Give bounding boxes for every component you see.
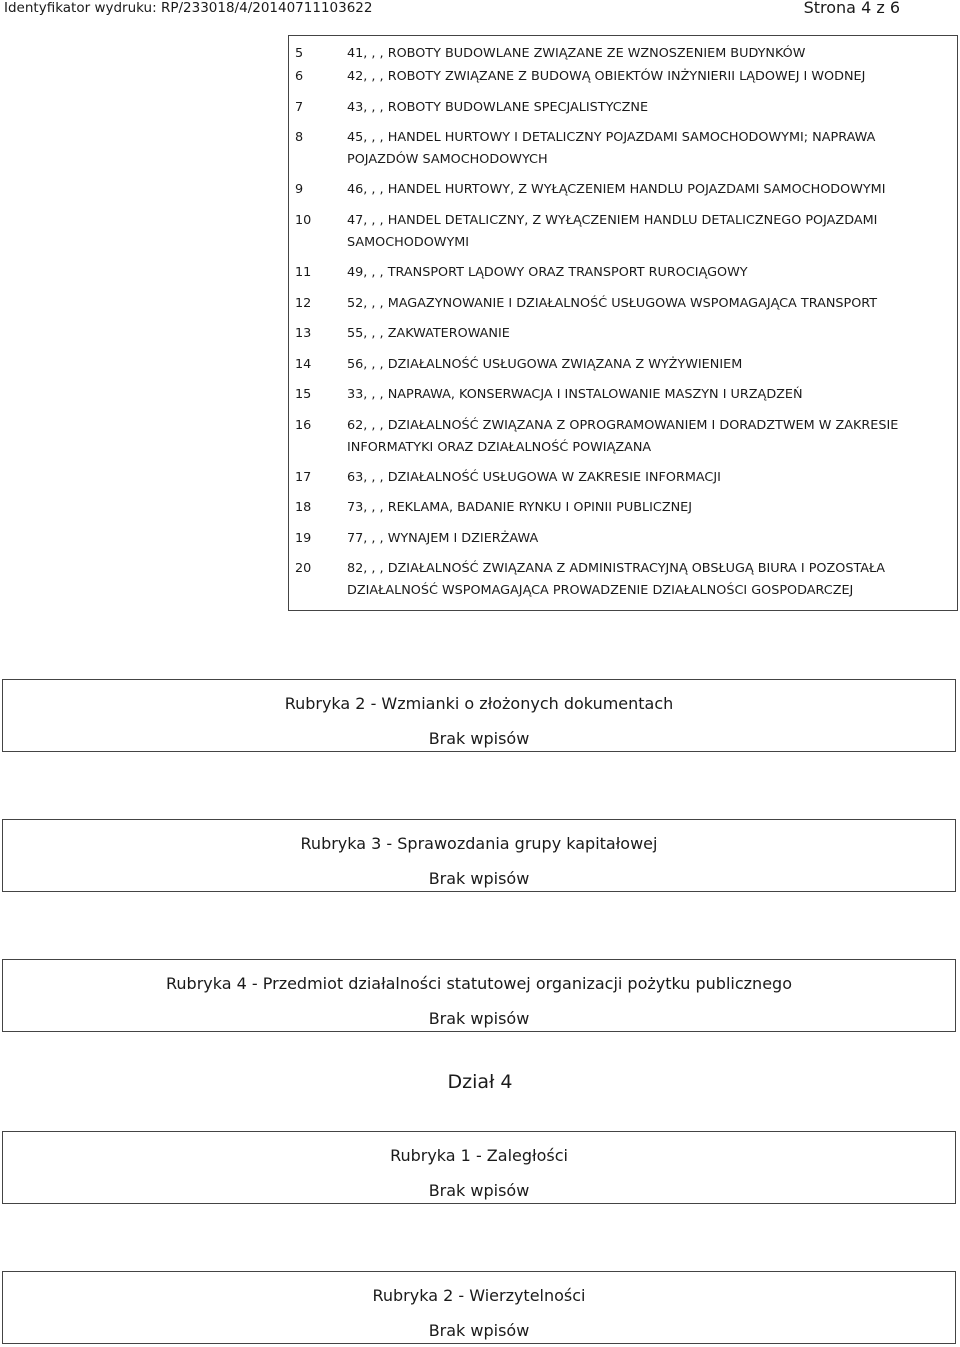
row-number: 20 — [295, 560, 312, 576]
table-row — [289, 558, 958, 611]
row-description: 49, , , TRANSPORT LĄDOWY ORAZ TRANSPORT RUROCIĄGOWY — [347, 264, 748, 280]
no-entries-text: Brak wpisów — [428, 1181, 530, 1200]
row-description: 77, , , WYNAJEM I DZIERŻAWA — [347, 530, 539, 546]
row-description: 63, , , DZIAŁALNOŚĆ USŁUGOWA W ZAKRESIE INFORMACJI — [347, 469, 721, 485]
table-row — [289, 384, 958, 415]
row-number: 16 — [295, 417, 312, 433]
row-description: 55, , , ZAKWATEROWANIE — [347, 325, 510, 341]
row-description: 82, , , DZIAŁALNOŚĆ ZWIĄZANA Z ADMINISTRACYJNĄ OBSŁUGĄ BIURA I POZOSTAŁA DZIAŁALNOŚĆ WSPOMAGAJĄCA PROWADZENIE DZIAŁALNOŚCI GOSPODARCZEJ — [347, 560, 885, 598]
section-rubryka-2-receivables — [2, 1271, 956, 1344]
row-number: 12 — [295, 295, 312, 311]
no-entries-text: Brak wpisów — [428, 869, 530, 888]
row-description: 46, , , HANDEL HURTOWY, Z WYŁĄCZENIEM HANDLU POJAZDAMI SAMOCHODOWYMI — [347, 181, 886, 197]
row-number: 6 — [295, 68, 304, 84]
row-description: 41, , , ROBOTY BUDOWLANE ZWIĄZANE ZE WZNOSZENIEM BUDYNKÓW — [347, 46, 806, 61]
row-description: 33, , , NAPRAWA, KONSERWACJA I INSTALOWANIE MASZYN I URZĄDZEŃ — [347, 386, 803, 402]
table-row — [289, 36, 958, 66]
section-title: Rubryka 2 - Wzmianki o złożonych dokumentach — [284, 694, 674, 713]
row-number: 17 — [295, 469, 312, 485]
table-row — [289, 97, 958, 127]
row-description: 42, , , ROBOTY ZWIĄZANE Z BUDOWĄ OBIEKTÓW INŻYNIERII LĄDOWEJ I WODNEJ — [347, 68, 866, 84]
print-identifier: Identyfikator wydruku: RP/233018/4/20140711103622 — [4, 0, 373, 16]
row-number: 10 — [295, 212, 312, 228]
no-entries-text: Brak wpisów — [428, 729, 530, 748]
row-number: 5 — [295, 46, 304, 61]
no-entries-text: Brak wpisów — [428, 1321, 530, 1340]
row-number: 19 — [295, 530, 312, 546]
section-rubryka-4-statutory-activity — [2, 959, 956, 1032]
activity-table — [288, 35, 958, 611]
table-row — [289, 293, 958, 323]
table-row — [289, 179, 958, 210]
row-number: 8 — [295, 129, 304, 145]
table-row — [289, 467, 958, 497]
row-number: 11 — [295, 264, 312, 280]
page-number: Strona 4 z 6 — [803, 0, 900, 17]
row-number: 18 — [295, 499, 312, 515]
row-description: 52, , , MAGAZYNOWANIE I DZIAŁALNOŚĆ USŁUGOWA WSPOMAGAJĄCA TRANSPORT — [347, 295, 878, 311]
row-number: 7 — [295, 99, 304, 115]
row-number: 9 — [295, 181, 304, 197]
row-number: 14 — [295, 356, 312, 372]
section-title: Rubryka 3 - Sprawozdania grupy kapitałowej — [300, 834, 658, 853]
row-description: 47, , , HANDEL DETALICZNY, Z WYŁĄCZENIEM HANDLU DETALICZNEGO POJAZDAMI SAMOCHODOWYMI — [347, 212, 878, 250]
table-row — [289, 528, 958, 558]
section-rubryka-3-reports — [2, 819, 956, 892]
section-title: Rubryka 1 - Zaległości — [390, 1146, 568, 1165]
no-entries-text: Brak wpisów — [428, 1009, 530, 1028]
row-description: 62, , , DZIAŁALNOŚĆ ZWIĄZANA Z OPROGRAMOWANIEM I DORADZTWEM W ZAKRESIE INFORMATYKI ORAZ DZIAŁALNOŚĆ POWIĄZANA — [347, 417, 899, 455]
row-description: 56, , , DZIAŁALNOŚĆ USŁUGOWA ZWIĄZANA Z WYŻYWIENIEM — [347, 356, 743, 372]
table-row — [289, 497, 958, 528]
table-row — [289, 354, 958, 384]
row-description: 73, , , REKLAMA, BADANIE RYNKU I OPINII PUBLICZNEJ — [347, 499, 693, 515]
table-row — [289, 66, 958, 97]
table-row — [289, 323, 958, 354]
row-description: 43, , , ROBOTY BUDOWLANE SPECJALISTYCZNE — [347, 99, 649, 115]
row-number: 15 — [295, 386, 312, 402]
section-title: Rubryka 2 - Wierzytelności — [372, 1286, 586, 1305]
dzial-heading: Dział 4 — [447, 1071, 513, 1093]
section-rubryka-1-arrears — [2, 1131, 956, 1204]
table-row — [289, 127, 958, 179]
row-number: 13 — [295, 325, 312, 341]
print-header — [0, 0, 960, 20]
table-row — [289, 415, 958, 467]
section-title: Rubryka 4 - Przedmiot działalności statutowej organizacji pożytku publicznego — [166, 974, 792, 993]
table-row — [289, 262, 958, 293]
row-description: 45, , , HANDEL HURTOWY I DETALICZNY POJAZDAMI SAMOCHODOWYMI; NAPRAWA POJAZDÓW SAMOCHODOWYCH — [347, 129, 876, 167]
table-row — [289, 210, 958, 262]
section-rubryka-2-documents — [2, 679, 956, 752]
